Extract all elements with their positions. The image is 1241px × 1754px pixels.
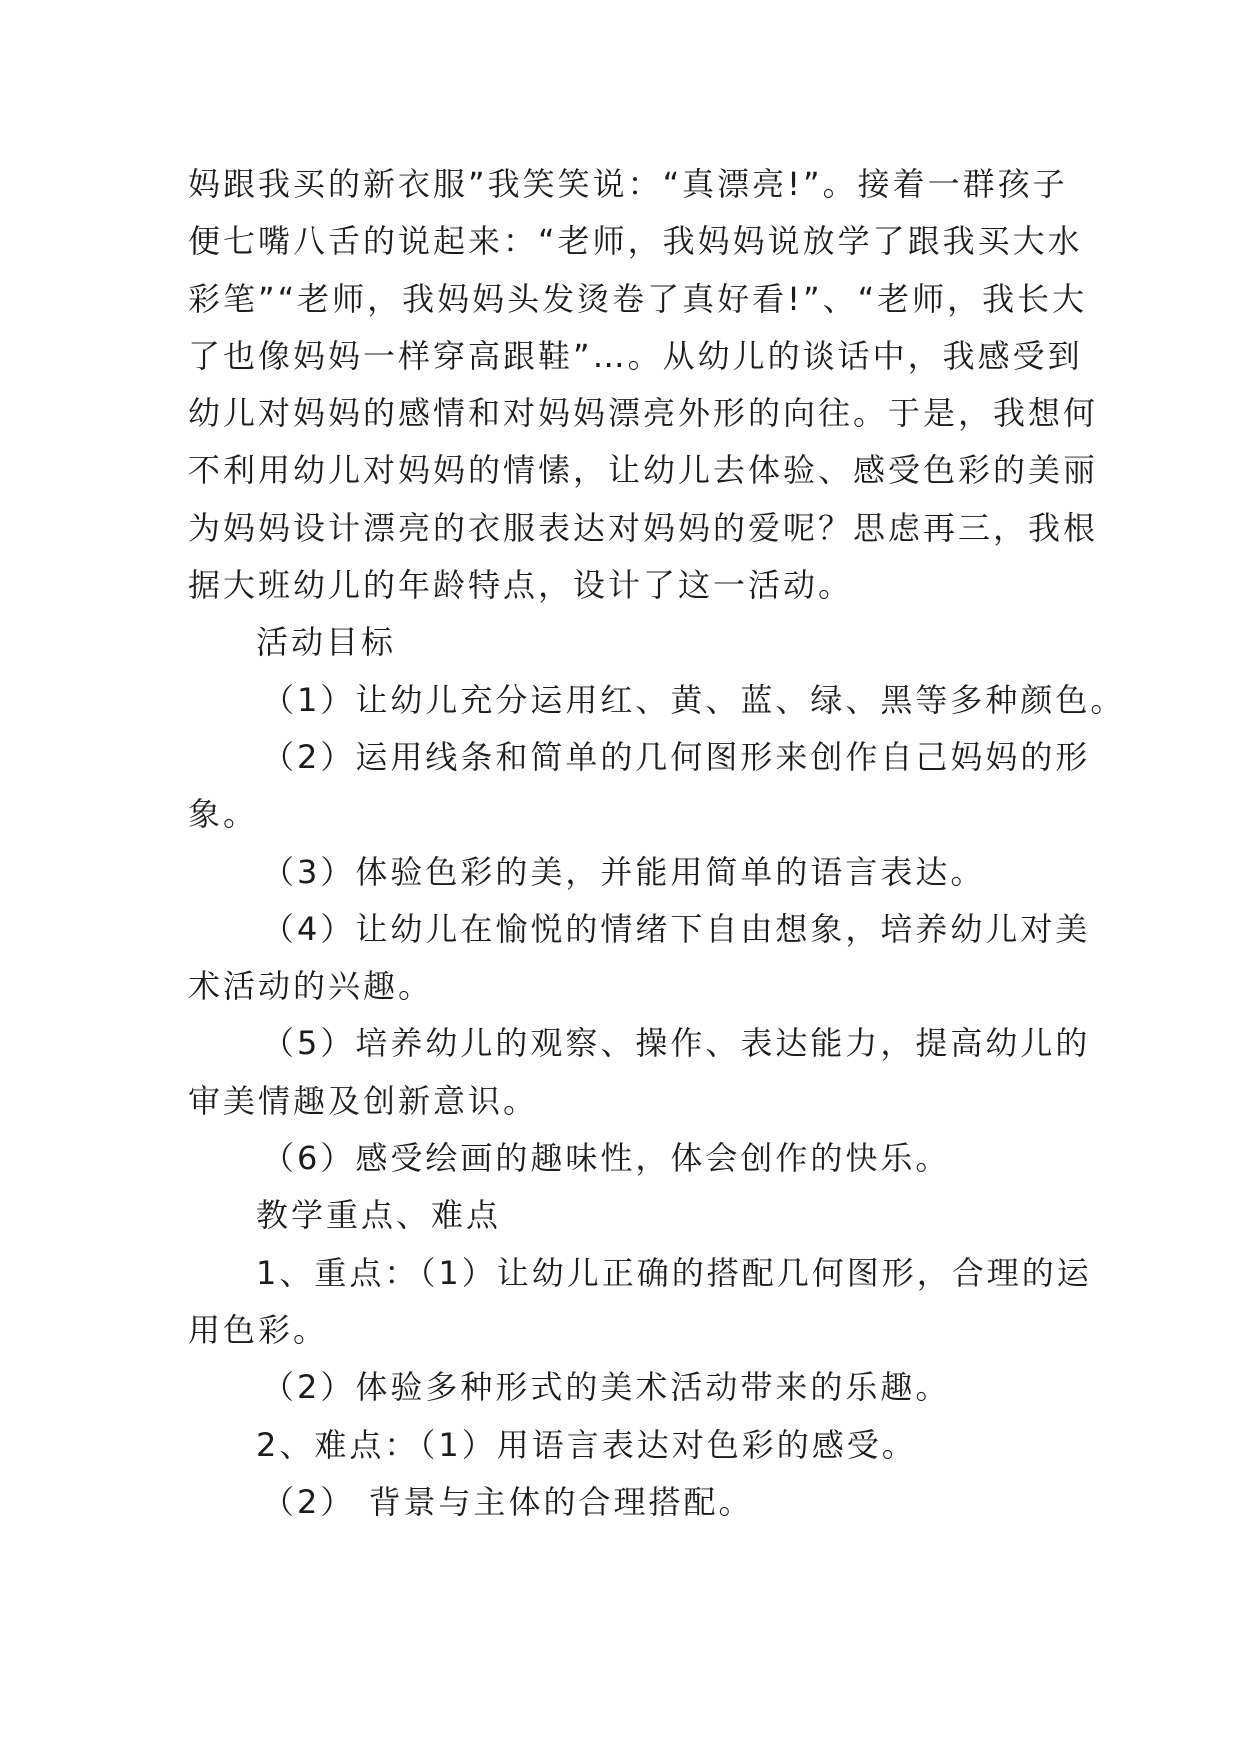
key-point-item-2: （2）体验多种形式的美术活动带来的乐趣。 — [262, 1368, 951, 1407]
text-line: 彩笔”“老师，我妈妈头发烫卷了真好看!”、“老师，我长大 — [188, 279, 1088, 318]
goal-item-6: （6）感受绘画的趣味性，体会创作的快乐。 — [262, 1139, 951, 1178]
text-line: 象。 — [188, 795, 259, 834]
goal-item-2: （2）运用线条和简单的几何图形来创作自己妈妈的形 — [262, 737, 1091, 776]
text-line: 不利用幼儿对妈妈的情愫，让幼儿去体验、感受色彩的美丽 — [188, 451, 1099, 490]
text-line: 妈跟我买的新衣服”我笑笑说：“真漂亮!”。接着一群孩子 — [188, 165, 1068, 203]
goal-item-1: （1）让幼儿充分运用红、黄、蓝、绿、黑等多种颜色。 — [262, 680, 1126, 719]
section-heading-activity-goals: 活动目标 — [256, 623, 397, 662]
goal-item-3: （3）体验色彩的美，并能用简单的语言表达。 — [262, 852, 986, 891]
text-line: 据大班幼儿的年龄特点，设计了这一活动。 — [188, 566, 854, 605]
section-heading-key-points: 教学重点、难点 — [256, 1196, 502, 1235]
text-line: 便七嘴八舌的说起来：“老师，我妈妈说放学了跟我买大水 — [188, 222, 1083, 261]
text-line: 术活动的兴趣。 — [188, 967, 434, 1006]
goal-item-5: （5）培养幼儿的观察、操作、表达能力，提高幼儿的 — [262, 1024, 1091, 1063]
key-point-item-1: 1、重点：（1）让幼儿正确的搭配几何图形，合理的运 — [256, 1253, 1092, 1292]
text-line: 为妈妈设计漂亮的衣服表达对妈妈的爱呢？思虑再三，我根 — [188, 508, 1099, 547]
difficulty-item-1: 2、难点：（1）用语言表达对色彩的感受。 — [256, 1425, 917, 1464]
text-line: 用色彩。 — [188, 1310, 329, 1349]
text-line: 审美情趣及创新意识。 — [188, 1081, 539, 1120]
document-body — [188, 156, 1126, 1531]
text-line: 幼儿对妈妈的感情和对妈妈漂亮外形的向往。于是，我想何 — [188, 394, 1099, 433]
difficulty-item-2: （2） 背景与主体的合理搭配。 — [262, 1482, 754, 1521]
text-line: 了也像妈妈一样穿高跟鞋”…。从幼儿的谈话中，我感受到 — [188, 336, 1083, 375]
goal-item-4: （4）让幼儿在愉悦的情绪下自由想象，培养幼儿对美 — [262, 909, 1091, 948]
